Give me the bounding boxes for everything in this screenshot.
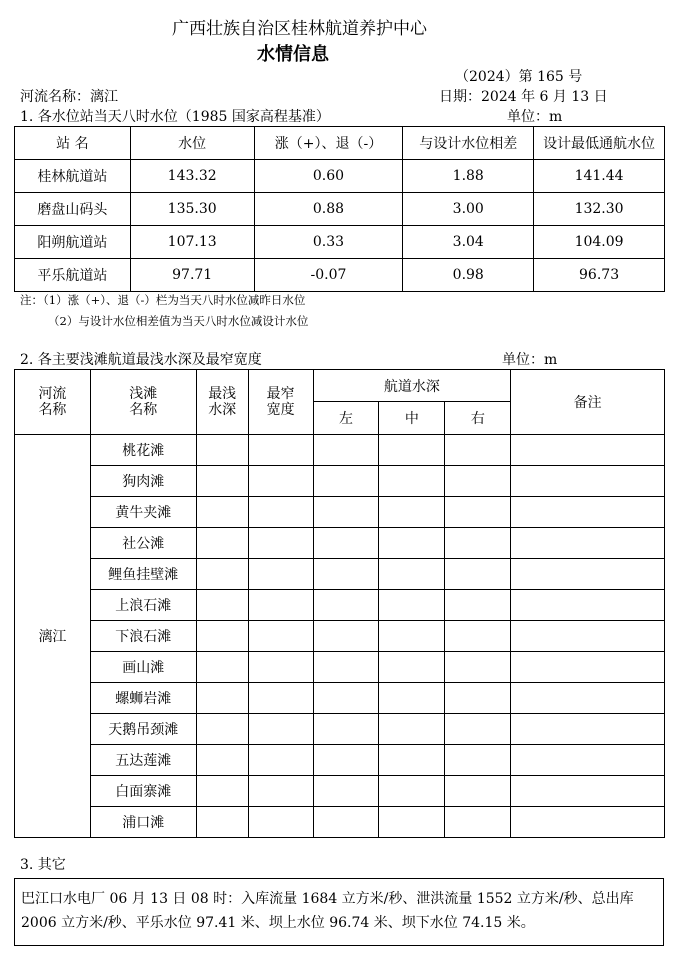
remark-cell bbox=[511, 683, 665, 714]
shoal-table bbox=[14, 369, 665, 838]
min-width-cell bbox=[248, 745, 313, 776]
mid-cell bbox=[379, 590, 445, 621]
table-row bbox=[15, 683, 665, 714]
shoal-cell: 黄牛夹滩 bbox=[90, 497, 196, 528]
left-cell bbox=[313, 745, 379, 776]
min-width-cell bbox=[248, 590, 313, 621]
level-cell: 107.13 bbox=[130, 226, 254, 259]
mid-cell bbox=[379, 559, 445, 590]
left-cell bbox=[313, 435, 379, 466]
remark-cell bbox=[511, 590, 665, 621]
right-cell bbox=[445, 466, 511, 497]
diff-cell: 1.88 bbox=[403, 160, 534, 193]
design-cell: 141.44 bbox=[534, 160, 665, 193]
header-river bbox=[15, 370, 91, 435]
water-level-table bbox=[14, 126, 665, 292]
shoal-cell: 浦口滩 bbox=[90, 807, 196, 838]
left-cell bbox=[313, 652, 379, 683]
table-row bbox=[15, 193, 665, 226]
shoal-cell: 螺蛳岩滩 bbox=[90, 683, 196, 714]
min-depth-cell bbox=[196, 714, 248, 745]
table-row bbox=[15, 714, 665, 745]
right-cell bbox=[445, 807, 511, 838]
diff-cell: 0.98 bbox=[403, 259, 534, 292]
right-cell bbox=[445, 621, 511, 652]
left-cell bbox=[313, 621, 379, 652]
min-depth-cell bbox=[196, 807, 248, 838]
min-width-cell bbox=[248, 807, 313, 838]
org-name: 广西壮族自治区桂林航道养护中心 bbox=[172, 19, 427, 39]
table-row bbox=[15, 559, 665, 590]
table-row bbox=[15, 259, 665, 292]
table-row bbox=[15, 590, 665, 621]
header-min-width bbox=[248, 370, 313, 435]
remark-cell bbox=[511, 497, 665, 528]
mid-cell bbox=[379, 776, 445, 807]
station-cell: 磨盘山码头 bbox=[15, 193, 131, 226]
level-cell: 143.32 bbox=[130, 160, 254, 193]
mid-cell bbox=[379, 435, 445, 466]
right-cell bbox=[445, 435, 511, 466]
shoal-cell: 狗肉滩 bbox=[90, 466, 196, 497]
header-design: 设计最低通航水位 bbox=[534, 127, 665, 160]
table-row bbox=[15, 745, 665, 776]
shoal-cell: 五达莲滩 bbox=[90, 745, 196, 776]
min-depth-cell bbox=[196, 652, 248, 683]
min-width-cell bbox=[248, 776, 313, 807]
header-min-width-label: 最窄宽度 bbox=[266, 386, 295, 418]
table-row bbox=[15, 807, 665, 838]
remark-cell bbox=[511, 435, 665, 466]
change-cell: -0.07 bbox=[254, 259, 403, 292]
left-cell bbox=[313, 497, 379, 528]
min-width-cell bbox=[248, 652, 313, 683]
header-mid: 中 bbox=[379, 402, 445, 435]
section2-unit: 单位：m bbox=[502, 352, 558, 368]
header-level: 水位 bbox=[130, 127, 254, 160]
left-cell bbox=[313, 466, 379, 497]
mid-cell bbox=[379, 621, 445, 652]
right-cell bbox=[445, 528, 511, 559]
design-cell: 104.09 bbox=[534, 226, 665, 259]
section2-title: 2. 各主要浅滩航道最浅水深及最窄宽度 bbox=[20, 352, 262, 368]
shoal-cell: 下浪石滩 bbox=[90, 621, 196, 652]
min-width-cell bbox=[248, 435, 313, 466]
table-row bbox=[15, 466, 665, 497]
min-width-cell bbox=[248, 528, 313, 559]
level-cell: 135.30 bbox=[130, 193, 254, 226]
min-depth-cell bbox=[196, 590, 248, 621]
header-diff: 与设计水位相差 bbox=[403, 127, 534, 160]
min-depth-cell bbox=[196, 776, 248, 807]
header-min-depth-label: 最浅水深 bbox=[208, 386, 237, 418]
remark-cell bbox=[511, 776, 665, 807]
diff-cell: 3.00 bbox=[403, 193, 534, 226]
issue-number: （2024）第 165 号 bbox=[455, 69, 583, 85]
river-cell: 漓江 bbox=[15, 435, 91, 838]
min-width-cell bbox=[248, 683, 313, 714]
remark-cell bbox=[511, 466, 665, 497]
header-change: 涨（+）、退（-） bbox=[254, 127, 403, 160]
design-cell: 96.73 bbox=[534, 259, 665, 292]
left-cell bbox=[313, 776, 379, 807]
min-width-cell bbox=[248, 621, 313, 652]
other-info-box bbox=[14, 878, 664, 946]
header-shoal-label: 浅滩名称 bbox=[129, 386, 158, 418]
table-header-row bbox=[15, 127, 665, 160]
river-name: 河流名称：漓江 bbox=[20, 89, 118, 105]
min-depth-cell bbox=[196, 683, 248, 714]
shoal-cell: 桃花滩 bbox=[90, 435, 196, 466]
left-cell bbox=[313, 714, 379, 745]
station-cell: 平乐航道站 bbox=[15, 259, 131, 292]
min-depth-cell bbox=[196, 497, 248, 528]
station-cell: 桂林航道站 bbox=[15, 160, 131, 193]
right-cell bbox=[445, 714, 511, 745]
shoal-cell: 白面寨滩 bbox=[90, 776, 196, 807]
right-cell bbox=[445, 745, 511, 776]
header-remark: 备注 bbox=[511, 370, 665, 435]
mid-cell bbox=[379, 714, 445, 745]
table-row bbox=[15, 435, 665, 466]
other-info-text: 巴江口水电厂 06 月 13 日 08 时：入库流量 1684 立方米/秒、泄洪流量 1552 立方米/秒、总出库 2006 立方米/秒、平乐水位 97.41 米、坝上水位 96.74 米、坝下水位 74.15 米。 bbox=[21, 891, 634, 931]
min-depth-cell bbox=[196, 435, 248, 466]
shoal-cell: 鲤鱼挂壁滩 bbox=[90, 559, 196, 590]
remark-cell bbox=[511, 807, 665, 838]
left-cell bbox=[313, 683, 379, 714]
shoal-cell: 上浪石滩 bbox=[90, 590, 196, 621]
design-cell: 132.30 bbox=[534, 193, 665, 226]
change-cell: 0.60 bbox=[254, 160, 403, 193]
remark-cell bbox=[511, 652, 665, 683]
shoal-cell: 画山滩 bbox=[90, 652, 196, 683]
mid-cell bbox=[379, 652, 445, 683]
table-row bbox=[15, 160, 665, 193]
table-row bbox=[15, 226, 665, 259]
station-cell: 阳朔航道站 bbox=[15, 226, 131, 259]
note-2: （2）与设计水位相差值为当天八时水位减设计水位 bbox=[48, 314, 309, 328]
header-station: 站 名 bbox=[15, 127, 131, 160]
remark-cell bbox=[511, 559, 665, 590]
shoal-cell: 社公滩 bbox=[90, 528, 196, 559]
remark-cell bbox=[511, 528, 665, 559]
min-depth-cell bbox=[196, 528, 248, 559]
min-width-cell bbox=[248, 466, 313, 497]
section1-title: 1. 各水位站当天八时水位（1985 国家高程基准） bbox=[20, 109, 330, 125]
change-cell: 0.33 bbox=[254, 226, 403, 259]
left-cell bbox=[313, 528, 379, 559]
mid-cell bbox=[379, 683, 445, 714]
min-width-cell bbox=[248, 497, 313, 528]
remark-cell bbox=[511, 745, 665, 776]
left-cell bbox=[313, 559, 379, 590]
diff-cell: 3.04 bbox=[403, 226, 534, 259]
mid-cell bbox=[379, 497, 445, 528]
mid-cell bbox=[379, 807, 445, 838]
change-cell: 0.88 bbox=[254, 193, 403, 226]
right-cell bbox=[445, 683, 511, 714]
left-cell bbox=[313, 590, 379, 621]
mid-cell bbox=[379, 528, 445, 559]
table-row bbox=[15, 497, 665, 528]
table-row bbox=[15, 652, 665, 683]
table-row bbox=[15, 621, 665, 652]
min-width-cell bbox=[248, 559, 313, 590]
left-cell bbox=[313, 807, 379, 838]
header-channel-depth: 航道水深 bbox=[313, 370, 511, 402]
header-shoal bbox=[90, 370, 196, 435]
table-header-row bbox=[15, 370, 665, 402]
report-date: 日期：2024 年 6 月 13 日 bbox=[439, 89, 608, 105]
min-width-cell bbox=[248, 714, 313, 745]
min-depth-cell bbox=[196, 745, 248, 776]
min-depth-cell bbox=[196, 559, 248, 590]
remark-cell bbox=[511, 621, 665, 652]
mid-cell bbox=[379, 466, 445, 497]
shoal-cell: 天鹅吊颈滩 bbox=[90, 714, 196, 745]
note-1: 注：（1）涨（+）、退（-）栏为当天八时水位减昨日水位 bbox=[20, 293, 306, 307]
table-row bbox=[15, 528, 665, 559]
min-depth-cell bbox=[196, 621, 248, 652]
header-min-depth bbox=[196, 370, 248, 435]
page-title: 水情信息 bbox=[257, 44, 329, 65]
mid-cell bbox=[379, 745, 445, 776]
right-cell bbox=[445, 652, 511, 683]
header-left: 左 bbox=[313, 402, 379, 435]
section3-title: 3. 其它 bbox=[20, 857, 66, 873]
right-cell bbox=[445, 497, 511, 528]
right-cell bbox=[445, 559, 511, 590]
header-river-label: 河流名称 bbox=[38, 386, 67, 418]
min-depth-cell bbox=[196, 466, 248, 497]
right-cell bbox=[445, 776, 511, 807]
level-cell: 97.71 bbox=[130, 259, 254, 292]
right-cell bbox=[445, 590, 511, 621]
remark-cell bbox=[511, 714, 665, 745]
header-right: 右 bbox=[445, 402, 511, 435]
table-row bbox=[15, 776, 665, 807]
section1-unit: 单位：m bbox=[507, 109, 563, 125]
